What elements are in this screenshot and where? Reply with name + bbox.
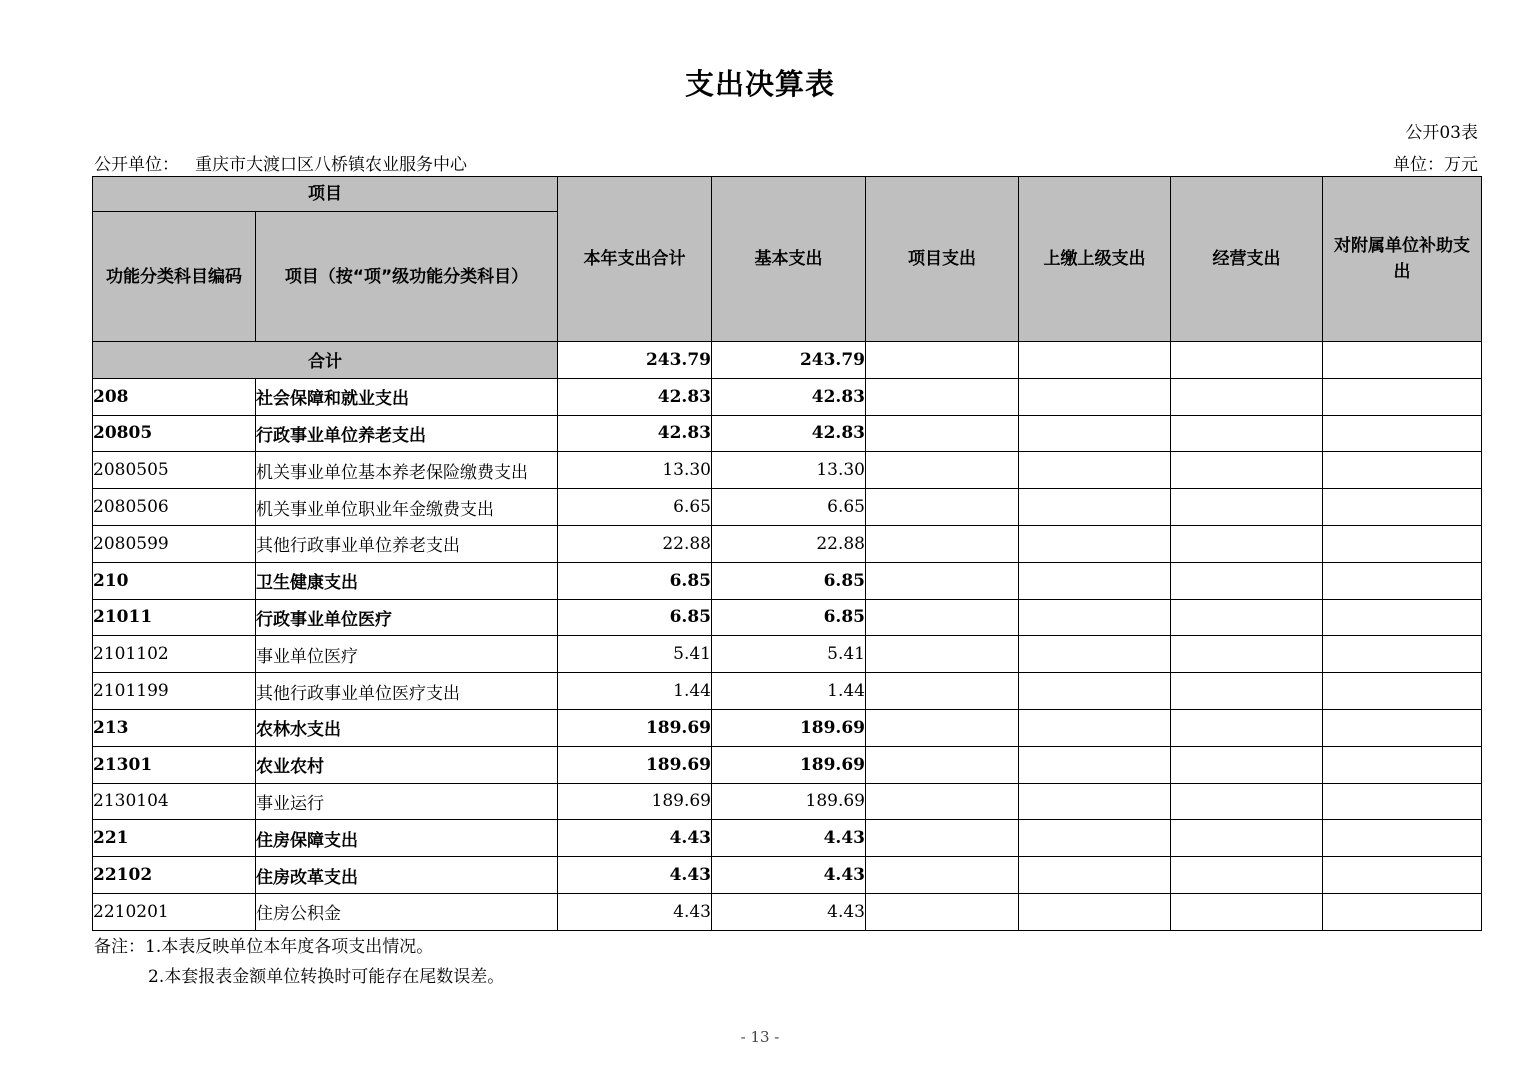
cell: [866, 893, 1019, 930]
header-operating-expenditure: 经营支出: [1171, 177, 1323, 342]
table-row: [93, 820, 1482, 857]
row-total: 13.30: [558, 452, 712, 489]
row-name: 住房保障支出: [256, 820, 558, 857]
cell: [1171, 820, 1323, 857]
table-row: [93, 525, 1482, 562]
cell: [1171, 452, 1323, 489]
row-total: 189.69: [558, 783, 712, 820]
row-basic: 6.85: [712, 562, 866, 599]
table-row: [93, 415, 1482, 452]
row-basic: 189.69: [712, 783, 866, 820]
cell: [1323, 857, 1482, 894]
cell: [1171, 599, 1323, 636]
row-name: 其他行政事业单位养老支出: [256, 525, 558, 562]
cell: [1323, 709, 1482, 746]
row-name: 事业运行: [256, 783, 558, 820]
cell: [1019, 746, 1171, 783]
cell: [1323, 415, 1482, 452]
row-basic: 6.65: [712, 489, 866, 526]
cell: [866, 452, 1019, 489]
cell: [866, 489, 1019, 526]
row-total: 4.43: [558, 857, 712, 894]
row-code: 213: [93, 709, 256, 746]
row-basic: 4.43: [712, 893, 866, 930]
row-name: 住房公积金: [256, 893, 558, 930]
row-name: 住房改革支出: [256, 857, 558, 894]
cell: [866, 857, 1019, 894]
row-code: 2101199: [93, 673, 256, 710]
cell: [1323, 599, 1482, 636]
row-total: 6.65: [558, 489, 712, 526]
row-total: 6.85: [558, 599, 712, 636]
cell: [1019, 636, 1171, 673]
table-row: [93, 636, 1482, 673]
cell: [1323, 820, 1482, 857]
cell: [1019, 378, 1171, 415]
row-basic: 6.85: [712, 599, 866, 636]
cell: [1019, 783, 1171, 820]
cell: [866, 709, 1019, 746]
total-row: [93, 342, 1482, 379]
cell: [1323, 636, 1482, 673]
row-total: 5.41: [558, 636, 712, 673]
row-total: 22.88: [558, 525, 712, 562]
row-basic: 42.83: [712, 415, 866, 452]
page-number: - 13 -: [740, 1028, 780, 1046]
row-code: 20805: [93, 415, 256, 452]
row-code: 221: [93, 820, 256, 857]
cell: [866, 525, 1019, 562]
note-line-1: 备注：1.本表反映单位本年度各项支出情况。: [94, 937, 434, 957]
cell: [1323, 673, 1482, 710]
row-total: 6.85: [558, 562, 712, 599]
cell: [866, 636, 1019, 673]
cell: [1171, 673, 1323, 710]
cell: [1323, 342, 1482, 379]
cell: [1019, 820, 1171, 857]
cell: [1323, 452, 1482, 489]
reporting-unit-label: 公开单位：: [94, 155, 179, 175]
row-name: 事业单位医疗: [256, 636, 558, 673]
cell: [866, 415, 1019, 452]
cell: [1171, 857, 1323, 894]
cell: [1019, 857, 1171, 894]
cell: [866, 783, 1019, 820]
row-basic: 4.43: [712, 820, 866, 857]
row-total: 42.83: [558, 415, 712, 452]
table-row: [93, 673, 1482, 710]
row-basic: 13.30: [712, 452, 866, 489]
row-total: 1.44: [558, 673, 712, 710]
row-code: 2080599: [93, 525, 256, 562]
table-row: [93, 709, 1482, 746]
cell: [1171, 489, 1323, 526]
row-code: 21301: [93, 746, 256, 783]
currency-unit: 单位：万元: [1393, 155, 1478, 175]
header-project: 项目: [93, 177, 558, 212]
cell: [1171, 342, 1323, 379]
cell: [1019, 342, 1171, 379]
row-code: 22102: [93, 857, 256, 894]
page-title: 支出决算表: [684, 67, 835, 101]
note-line-2: 2.本套报表金额单位转换时可能存在尾数误差。: [148, 967, 505, 987]
cell: [1171, 893, 1323, 930]
row-basic: 22.88: [712, 525, 866, 562]
table-number: 公开03表: [1405, 123, 1478, 143]
row-total: 4.43: [558, 820, 712, 857]
row-code: 2130104: [93, 783, 256, 820]
row-basic: 189.69: [712, 746, 866, 783]
cell: [1171, 783, 1323, 820]
table-row: [93, 452, 1482, 489]
row-total: 42.83: [558, 378, 712, 415]
cell: [1019, 709, 1171, 746]
cell: [1323, 746, 1482, 783]
notes: [94, 932, 504, 992]
row-basic: 189.69: [712, 709, 866, 746]
header-project-expenditure: 项目支出: [866, 177, 1019, 342]
row-total: 189.69: [558, 709, 712, 746]
row-basic: 1.44: [712, 673, 866, 710]
row-code: 208: [93, 378, 256, 415]
total-amount: 243.79: [558, 342, 712, 379]
table-row: [93, 378, 1482, 415]
header-total-expenditure: 本年支出合计: [558, 177, 712, 342]
cell: [1171, 562, 1323, 599]
row-code: 2080506: [93, 489, 256, 526]
cell: [1019, 525, 1171, 562]
cell: [866, 820, 1019, 857]
header-function-name: 项目（按“项”级功能分类科目）: [256, 212, 558, 342]
header-upper-level-expenditure: 上缴上级支出: [1019, 177, 1171, 342]
cell: [866, 562, 1019, 599]
row-total: 4.43: [558, 893, 712, 930]
cell: [866, 673, 1019, 710]
row-basic: 4.43: [712, 857, 866, 894]
cell: [1323, 378, 1482, 415]
cell: [1323, 525, 1482, 562]
table-row: [93, 489, 1482, 526]
expenditure-table: [92, 176, 1482, 931]
cell: [866, 746, 1019, 783]
row-name: 其他行政事业单位医疗支出: [256, 673, 558, 710]
row-code: 2080505: [93, 452, 256, 489]
row-code: 2210201: [93, 893, 256, 930]
table-row: [93, 562, 1482, 599]
header-subsidy-expenditure: 对附属单位补助支出: [1323, 177, 1482, 342]
row-name: 行政事业单位养老支出: [256, 415, 558, 452]
cell: [1171, 636, 1323, 673]
cell: [1323, 562, 1482, 599]
cell: [1019, 489, 1171, 526]
cell: [1019, 415, 1171, 452]
cell: [1019, 599, 1171, 636]
row-name: 农业农村: [256, 746, 558, 783]
cell: [866, 378, 1019, 415]
table-row: [93, 599, 1482, 636]
organization-name: 重庆市大渡口区八桥镇农业服务中心: [195, 155, 467, 175]
row-basic: 42.83: [712, 378, 866, 415]
row-code: 2101102: [93, 636, 256, 673]
total-basic: 243.79: [712, 342, 866, 379]
cell: [1019, 452, 1171, 489]
total-label: 合计: [93, 342, 558, 379]
cell: [1171, 746, 1323, 783]
cell: [1171, 378, 1323, 415]
row-basic: 5.41: [712, 636, 866, 673]
cell: [866, 342, 1019, 379]
row-code: 21011: [93, 599, 256, 636]
table-row: [93, 857, 1482, 894]
row-code: 210: [93, 562, 256, 599]
cell: [1323, 783, 1482, 820]
row-name: 卫生健康支出: [256, 562, 558, 599]
cell: [1171, 415, 1323, 452]
row-name: 社会保障和就业支出: [256, 378, 558, 415]
cell: [1323, 893, 1482, 930]
cell: [1019, 673, 1171, 710]
table-row: [93, 893, 1482, 930]
row-name: 机关事业单位基本养老保险缴费支出: [256, 452, 558, 489]
table-row: [93, 783, 1482, 820]
header-function-code: 功能分类科目编码: [93, 212, 256, 342]
header-basic-expenditure: 基本支出: [712, 177, 866, 342]
row-total: 189.69: [558, 746, 712, 783]
cell: [1171, 709, 1323, 746]
cell: [866, 599, 1019, 636]
cell: [1171, 525, 1323, 562]
row-name: 机关事业单位职业年金缴费支出: [256, 489, 558, 526]
reporting-unit: [94, 150, 467, 175]
cell: [1019, 562, 1171, 599]
row-name: 行政事业单位医疗: [256, 599, 558, 636]
row-name: 农林水支出: [256, 709, 558, 746]
cell: [1019, 893, 1171, 930]
table-row: [93, 746, 1482, 783]
cell: [1323, 489, 1482, 526]
